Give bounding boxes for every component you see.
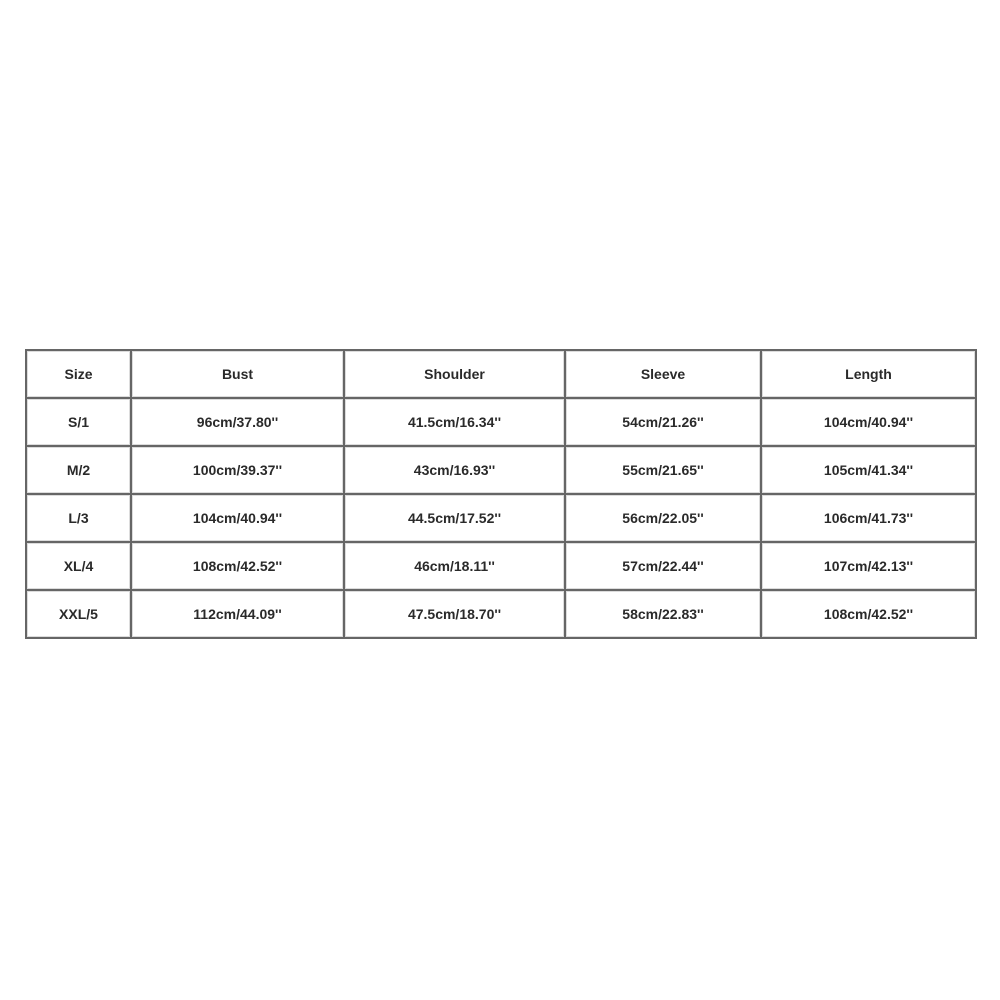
table-row (26, 494, 976, 542)
cell-sleeve: 56cm/22.05'' (565, 494, 761, 542)
cell-sleeve: 57cm/22.44'' (565, 542, 761, 590)
cell-shoulder: 44.5cm/17.52'' (344, 494, 565, 542)
cell-size: L/3 (26, 494, 131, 542)
size-chart-table (25, 349, 977, 639)
cell-size: XL/4 (26, 542, 131, 590)
cell-bust: 96cm/37.80'' (131, 398, 344, 446)
cell-bust: 108cm/42.52'' (131, 542, 344, 590)
cell-size: S/1 (26, 398, 131, 446)
cell-length: 106cm/41.73'' (761, 494, 976, 542)
cell-shoulder: 43cm/16.93'' (344, 446, 565, 494)
cell-shoulder: 46cm/18.11'' (344, 542, 565, 590)
cell-length: 108cm/42.52'' (761, 590, 976, 638)
cell-sleeve: 55cm/21.65'' (565, 446, 761, 494)
header-length: Length (761, 350, 976, 398)
header-sleeve: Sleeve (565, 350, 761, 398)
cell-sleeve: 58cm/22.83'' (565, 590, 761, 638)
cell-bust: 112cm/44.09'' (131, 590, 344, 638)
table-row (26, 398, 976, 446)
cell-length: 107cm/42.13'' (761, 542, 976, 590)
header-size: Size (26, 350, 131, 398)
cell-shoulder: 41.5cm/16.34'' (344, 398, 565, 446)
table-header-row (26, 350, 976, 398)
cell-sleeve: 54cm/21.26'' (565, 398, 761, 446)
cell-size: M/2 (26, 446, 131, 494)
cell-size: XXL/5 (26, 590, 131, 638)
cell-shoulder: 47.5cm/18.70'' (344, 590, 565, 638)
table-row (26, 446, 976, 494)
cell-bust: 100cm/39.37'' (131, 446, 344, 494)
header-bust: Bust (131, 350, 344, 398)
table-row (26, 590, 976, 638)
cell-length: 105cm/41.34'' (761, 446, 976, 494)
cell-bust: 104cm/40.94'' (131, 494, 344, 542)
header-shoulder: Shoulder (344, 350, 565, 398)
table-row (26, 542, 976, 590)
cell-length: 104cm/40.94'' (761, 398, 976, 446)
